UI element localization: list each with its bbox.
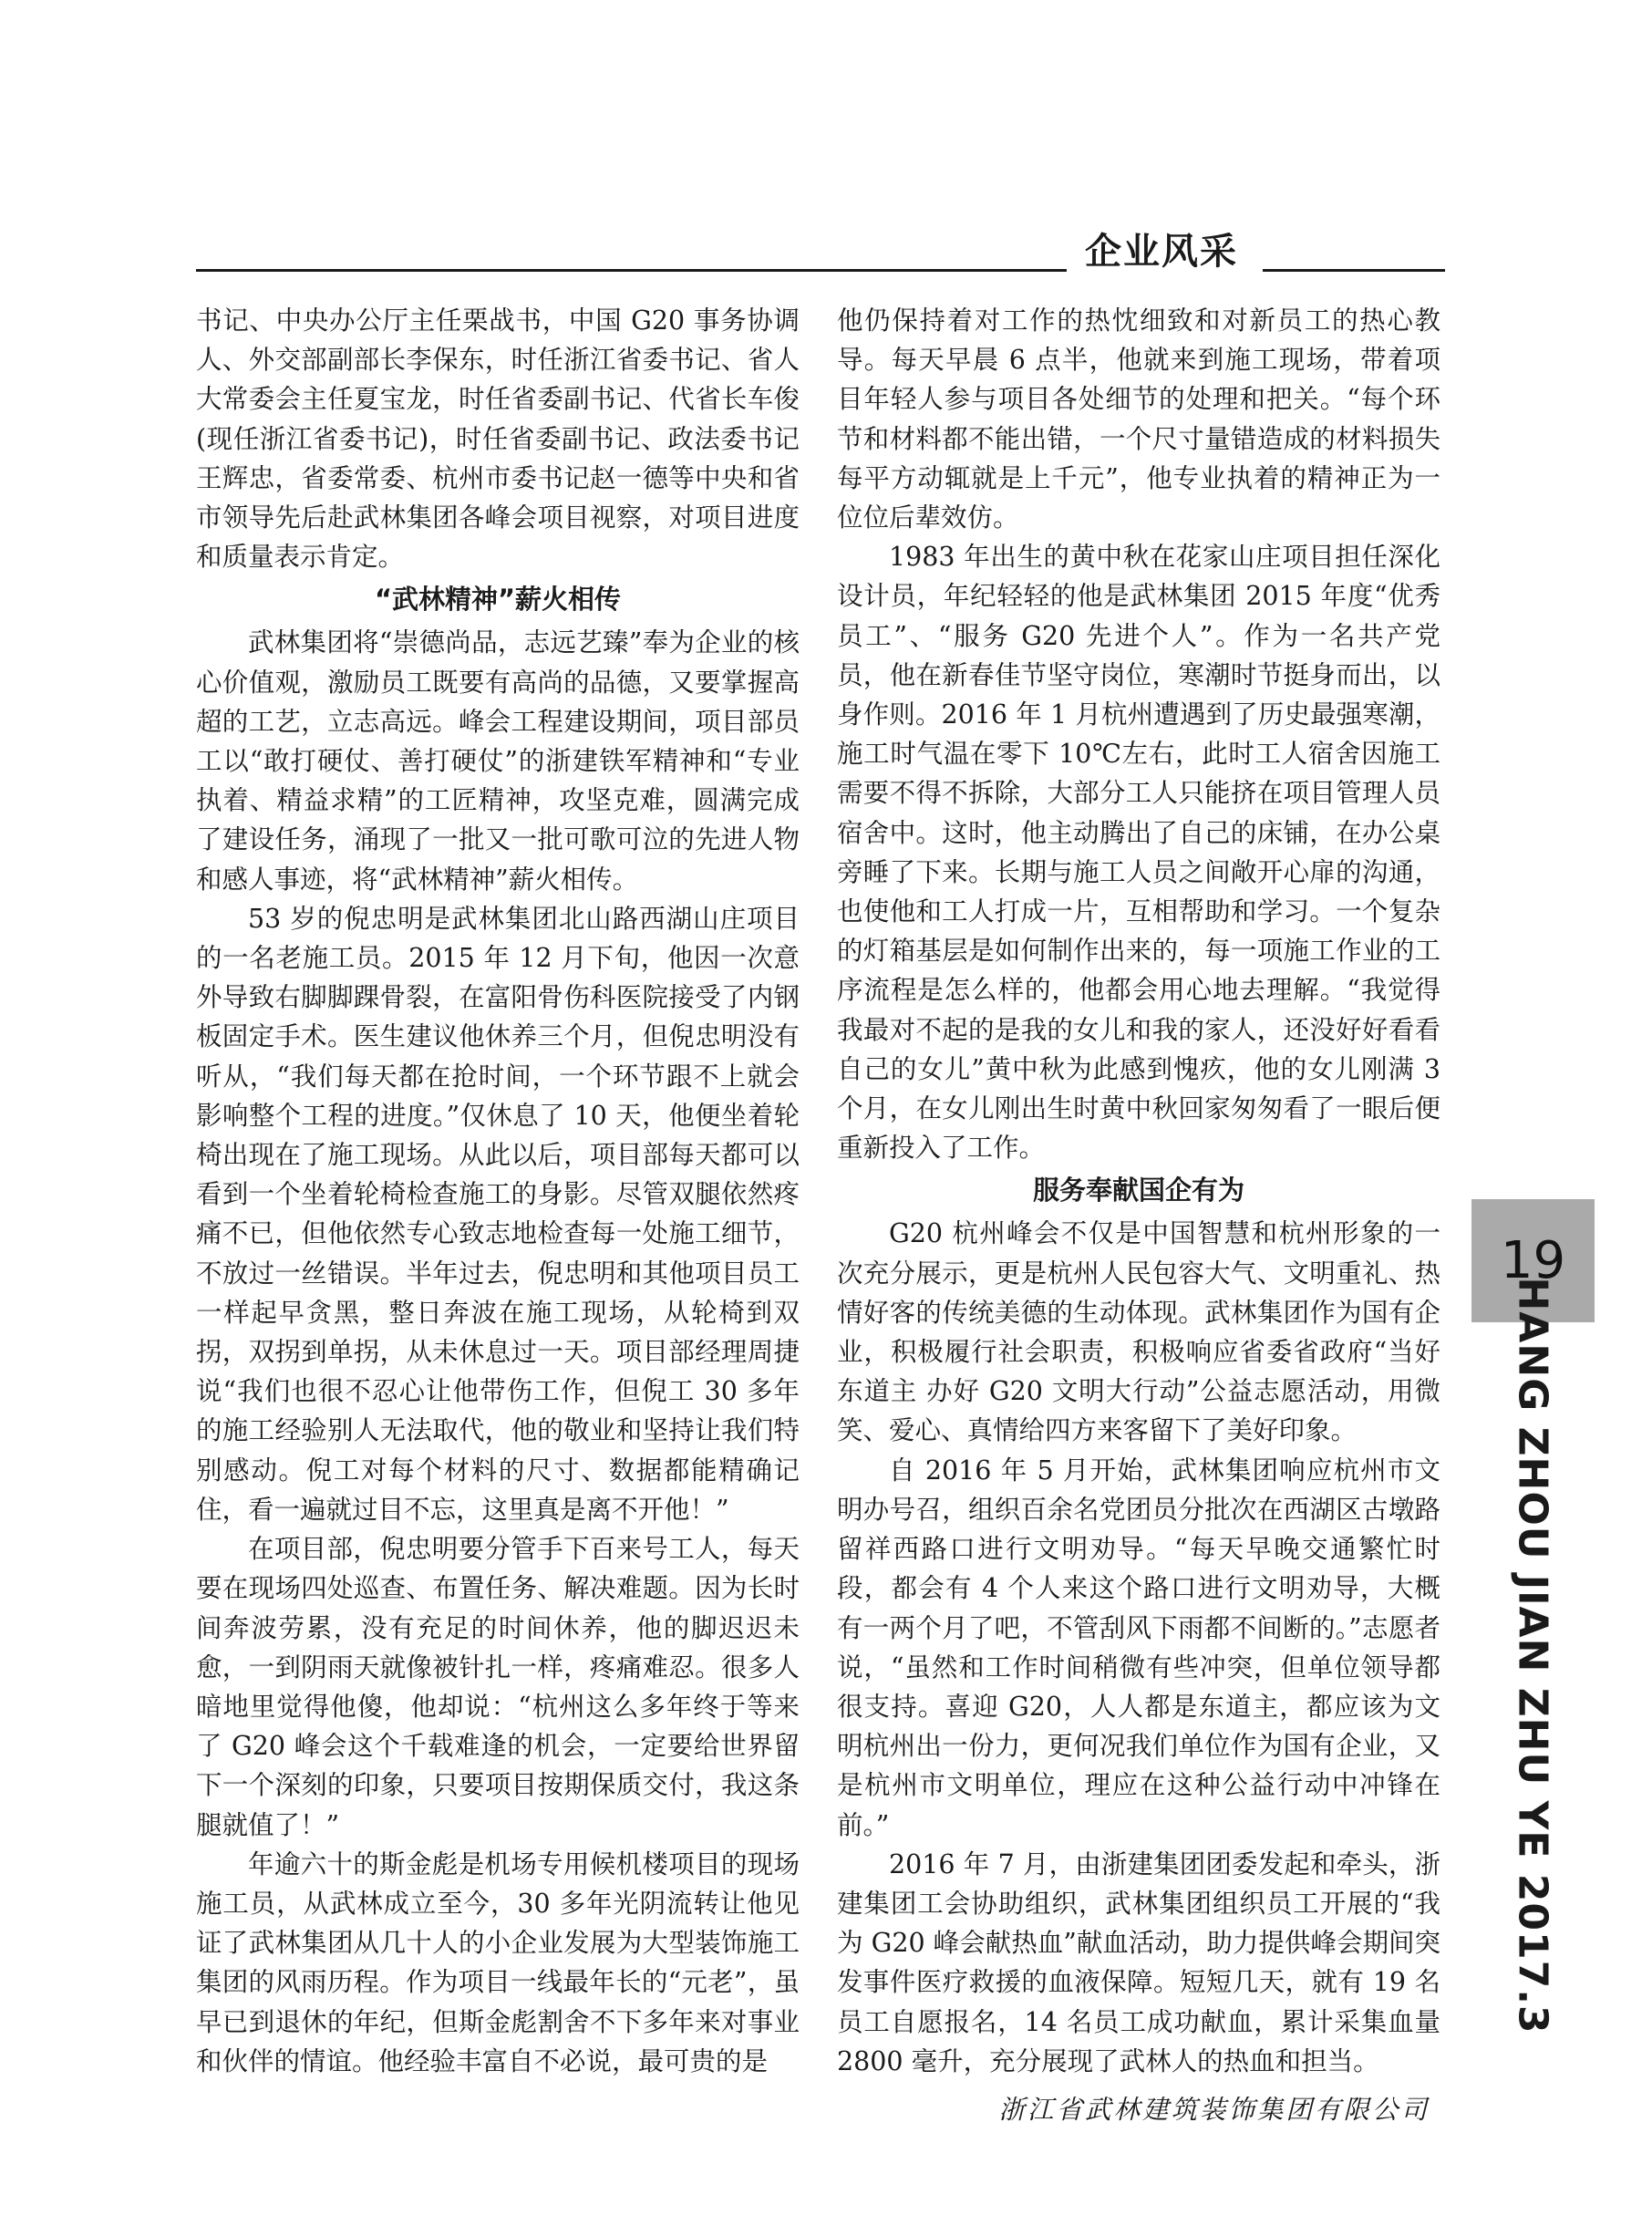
paragraph: G20 杭州峰会不仅是中国智慧和杭州形象的一次充分展示，更是杭州人民包容大气、文明重礼、热情好客的传统美德的生动体现。武林集团作为国有企业，积极履行社会职责，积极响应省委省政府“当好东道主 办好 G20 文明大行动”公益志愿活动，用微笑、爱心、真情给四方来客留下了美好印象。 <box>837 1218 1440 1446</box>
header-rule-left <box>196 269 1067 272</box>
journal-title-text: HANG ZHOU JIAN ZHU YE 2017.3 <box>1510 1276 1556 2034</box>
paragraph: 书记、中央办公厅主任栗战书，中国 G20 事务协调人、外交部副部长李保东，时任浙江省委书记、省人大常委会主任夏宝龙，时任省委副书记、代省长车俊(现任浙江省委书记)，时任省委副书记、政法委书记王辉忠，省委常委、杭州市委书记赵一德等中央和省市领导先后赴武林集团各峰会项目视察，对项目进度和质量表示肯定。 <box>196 305 800 573</box>
subheading: “武林精神”薪火相传 <box>374 584 622 616</box>
header-rule-right <box>1263 269 1445 272</box>
paragraph: 1983 年出生的黄中秋在花家山庄项目担任深化设计员，年纪轻轻的他是武林集团 2015 年度“优秀员工”、“服务 G20 先进个人”。作为一名共产党员，他在新春佳节坚守岗位，寒潮时节挺身而出，以身作则。2016 年 1 月杭州遭遇到了历史最强寒潮，施工时气温在零下 10℃左右，此时工人宿舍因施工需要不得不拆除，大部分工人只能挤在项目管理人员宿舍中。这时，他主动腾出了自己的床铺，在办公桌旁睡了下来。长期与施工人员之间敞开心扉的沟通，也使他和工人打成一片，互相帮助和学习。一个复杂的灯箱基层是如何制作出来的，每一项施工作业的工序流程是怎么样的，他都会用心地去理解。“我觉得我最对不起的是我的女儿和我的家人，还没好好看看自己的女儿”黄中秋为此感到愧疚，他的女儿刚满 3 个月，在女儿刚出生时黄中秋回家匆匆看了一眼后便重新投入了工作。 <box>837 542 1440 1164</box>
page-number: 19 <box>1471 1199 1595 1322</box>
paragraph: 2016 年 7 月，由浙建集团团委发起和牵头，浙建集团工会协助组织，武林集团组织员工开展的“我为 G20 峰会献热血”献血活动，助力提供峰会期间突发事件医疗救援的血液保障。短短几天，就有 19 名员工自愿报名，14 名员工成功献血，累计采集血量 2800 毫升，充分展现了武林人的热血和担当。 <box>837 1848 1440 2076</box>
section-title: 企业风采 <box>1085 231 1238 273</box>
journal-title-vertical <box>1471 1276 1595 2034</box>
right-column <box>837 301 1440 2125</box>
paragraph: 53 岁的倪忠明是武林集团北山路西湖山庄项目的一名老施工员。2015 年 12 月下旬，他因一次意外导致右脚脚踝骨裂，在富阳骨伤科医院接受了内钢板固定手术。医生建议他休养三个月，但倪忠明没有听从，“我们每天都在抢时间，一个环节跟不上就会影响整个工程的进度。”仅休息了 10 天，他便坐着轮椅出现在了施工现场。从此以后，项目部每天都可以看到一个坐着轮椅检查施工的身影。尽管双腿依然疼痛不已，但他依然专心致志地检查每一处施工细节，不放过一丝错误。半年过去，倪忠明和其他项目员工一样起早贪黑，整日奔波在施工现场，从轮椅到双拐，双拐到单拐，从未休息过一天。项目部经理周捷说“我们也很不忍心让他带伤工作，但倪工 30 多年的施工经验别人无法取代，他的敬业和坚持让我们特别感动。倪工对每个材料的尺寸、数据都能精确记住，看一遍就过目不忘，这里真是离不开他！” <box>196 903 800 1525</box>
paragraph: 武林集团将“崇德尚品，志远艺臻”奉为企业的核心价值观，激励员工既要有高尚的品德，又要掌握高超的工艺，立志高远。峰会工程建设期间，项目部员工以“敢打硬仗、善打硬仗”的浙建铁军精神和“专业执着、精益求精”的工匠精神，攻坚克难，圆满完成了建设任务，涌现了一批又一批可歌可泣的先进人物和感人事迹，将“武林精神”薪火相传。 <box>196 627 800 895</box>
paragraph: 在项目部，倪忠明要分管手下百来号工人，每天要在现场四处巡查、布置任务、解决难题。因为长时间奔波劳累，没有充足的时间休养，他的脚迟迟未愈，一到阴雨天就像被针扎一样，疼痛难忍。很多人暗地里觉得他傻，他却说：“杭州这么多年终于等来了 G20 峰会这个千载难逢的机会，一定要给世界留下一个深刻的印象，只要项目按期保质交付，我这条腿就值了！” <box>196 1534 800 1840</box>
company-signature: 浙江省武林建筑装饰集团有限公司 <box>998 2094 1430 2125</box>
left-column <box>196 301 800 2076</box>
paragraph: 他仍保持着对工作的热忱细致和对新员工的热心教导。每天早晨 6 点半，他就来到施工现场，带着项目年轻人参与项目各处细节的处理和把关。“每个环节和材料都不能出错，一个尺寸量错造成的材料损失每平方动辄就是上千元”，他专业执着的精神正为一位位后辈效仿。 <box>837 305 1440 533</box>
paragraph: 自 2016 年 5 月开始，武林集团响应杭州市文明办号召，组织百余名党团员分批次在西湖区古墩路留祥西路口进行文明劝导。“每天早晚交通繁忙时段，都会有 4 个人来这个路口进行文明劝导，大概有一两个月了吧，不管刮风下雨都不间断的。”志愿者说，“虽然和工作时间稍微有些冲突，但单位领导都很支持。喜迎 G20，人人都是东道主，都应该为文明杭州出一份力，更何况我们单位作为国有企业，又是杭州市文明单位，理应在这种公益行动中冲锋在前。” <box>837 1455 1440 1840</box>
subheading: 服务奉献国企有为 <box>1032 1175 1244 1206</box>
paragraph: 年逾六十的斯金彪是机场专用候机楼项目的现场施工员，从武林成立至今，30 多年光阴流转让他见证了武林集团从几十人的小企业发展为大型装饰施工集团的风雨历程。作为项目一线最年长的“元老”，虽早已到退休的年纪，但斯金彪割舍不下多年来对事业和伙伴的情谊。他经验丰富自不必说，最可贵的是 <box>196 1848 800 2076</box>
